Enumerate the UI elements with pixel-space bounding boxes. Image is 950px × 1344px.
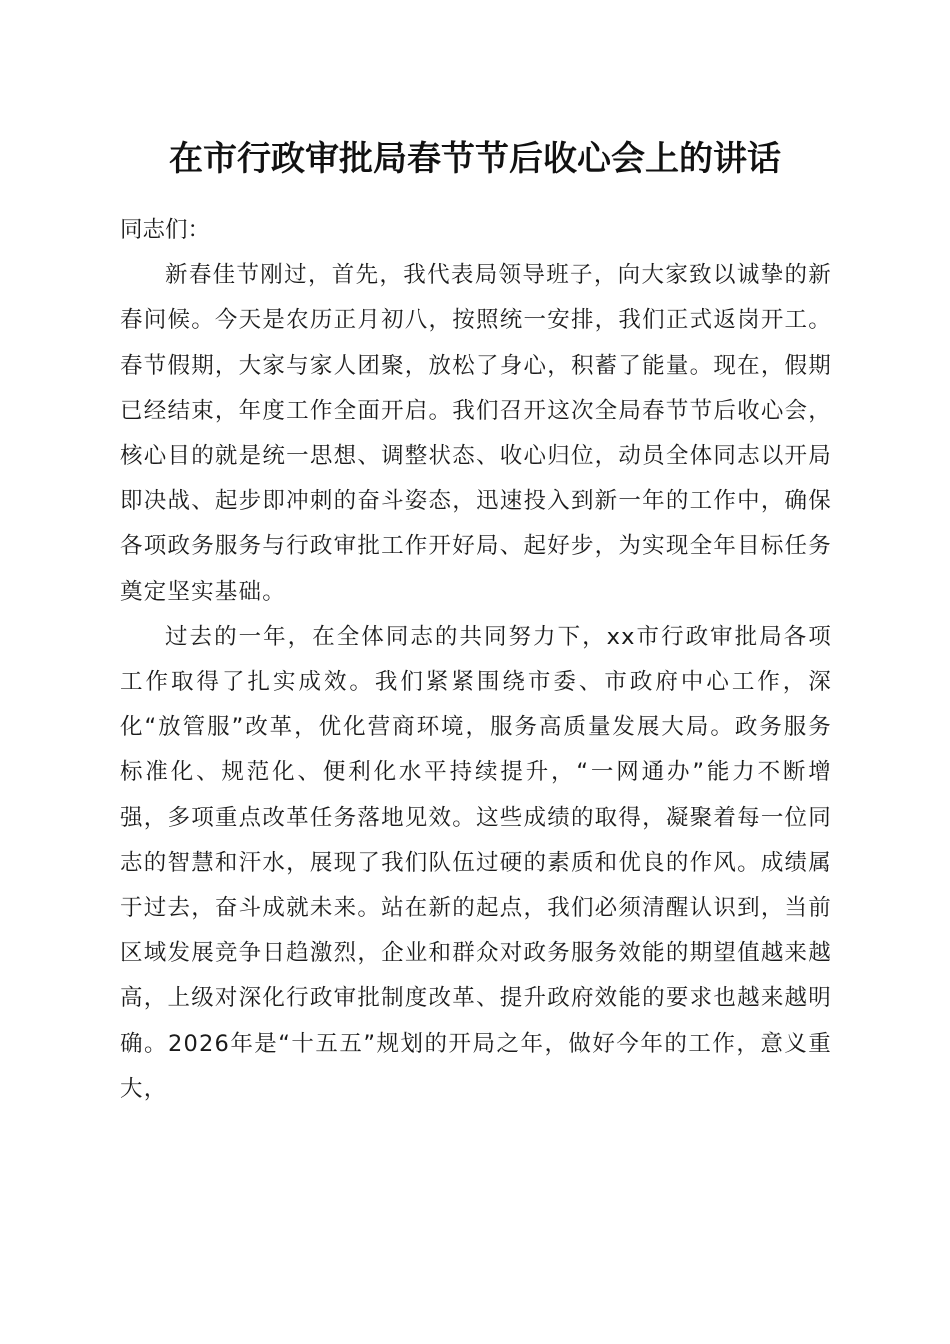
salutation: 同志们： [120,217,211,243]
document-title: 在市行政审批局春节节后收心会上的讲话 [169,139,781,179]
paragraph-1: 新春佳节刚过，首先，我代表局领导班子，向大家致以诚挚的新春问候。今天是农历正月初八，按照统一安排，我们正式返岗开工。春节假期，大家与家人团聚，放松了身心，积蓄了能量。现在，假期已经结束，年度工作全面开启。我们召开这次全局春节节后收心会，核心目的就是统一思想、调整状态、收心归位，动员全体同志以开局即决战、起步即冲刺的奋斗姿态，迅速投入到新一年的工作中，确保各项政务服务与行政审批工作开好局、起好步，为实现全年目标任务奠定坚实基础。 [120,262,832,605]
document-body [120,208,832,1112]
paragraph-2: 过去的一年，在全体同志的共同努力下，xx市行政审批局各项工作取得了扎实成效。我们紧紧围绕市委、市政府中心工作，深化“放管服”改革，优化营商环境，服务高质量发展大局。政务服务标准化、规范化、便利化水平持续提升，“一网通办”能力不断增强，多项重点改革任务落地见效。这些成绩的取得，凝聚着每一位同志的智慧和汗水，展现了我们队伍过硬的素质和优良的作风。成绩属于过去，奋斗成就未来。站在新的起点，我们必须清醒认识到，当前区域发展竞争日趋激烈，企业和群众对政务服务效能的期望值越来越高，上级对深化行政审批制度改革、提升政府效能的要求也越来越明确。2026年是“十五五”规划的开局之年，做好今年的工作，意义重大， [120,623,832,1102]
